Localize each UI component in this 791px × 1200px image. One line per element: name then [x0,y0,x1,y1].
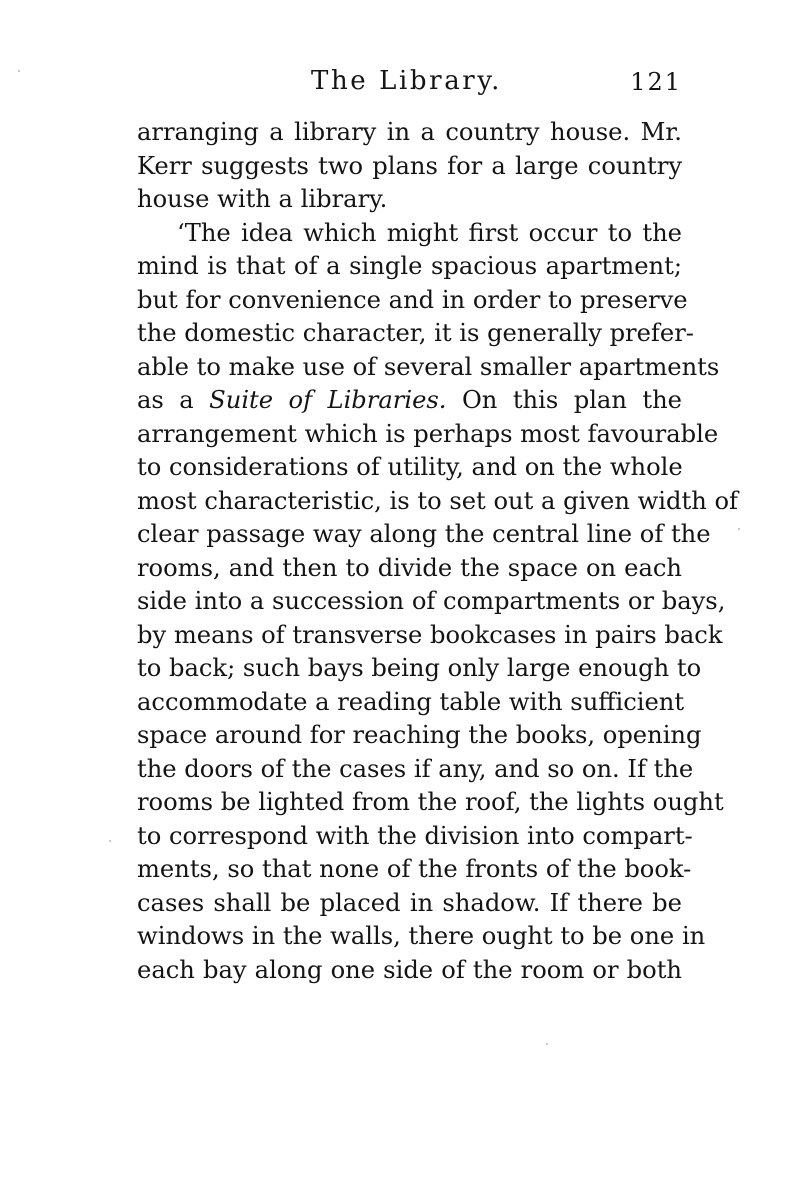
page-number: 121 [630,68,682,96]
text-line: side into a succession of compartments or bays, [137,587,726,615]
text-line: rooms, and then to divide the space on each [137,553,682,582]
text-line: to correspond with the division into compart- [137,821,693,850]
text-segment: as a [137,386,210,414]
text-line: by means of transverse bookcases in pairs back [137,620,723,649]
text-line: each bay along one side of the room or both [137,955,682,984]
text-line: cases shall be placed in shadow. If there be [137,888,682,917]
text-line: Kerr suggests two plans for a large country [137,151,682,180]
body-text [137,116,739,987]
paper-speck [546,1043,548,1045]
text-line: ments, so that none of the fronts of the book- [137,855,692,883]
text-line: able to make use of several smaller apartments [137,352,720,381]
running-header [145,66,682,102]
text-line: rooms be lighted from the roof, the lights ought [137,788,724,816]
text-line: arranging a library in a country house. Mr. [137,118,682,146]
text-line: to considerations of utility, and on the whole [137,453,683,481]
paper-speck [109,840,111,842]
paper-speck [18,70,20,72]
text-line: the domestic character, it is generally prefer- [137,319,694,347]
text-line-mixed [137,384,682,418]
text-line: windows in the walls, there ought to be one in [137,922,706,950]
text-line: to back; such bays being only large enough to [137,654,702,682]
text-line: but for convenience and in order to preserve [137,285,688,314]
text-line: house with a library. [137,185,388,213]
running-title: The Library. [311,66,503,96]
text-line: the doors of the cases if any, and so on. If the [137,754,694,783]
text-line: mind is that of a single spacious apartment; [137,252,682,280]
paper-speck [738,528,740,530]
text-line: clear passage way along the central line of the [137,520,711,548]
text-line: most characteristic, is to set out a given width of [137,486,739,515]
text-line: accommodate a reading table with sufficient [137,687,685,716]
text-segment: On this plan the [446,386,682,414]
text-line: ‘The idea which might first occur to the [177,218,682,247]
italic-title: Suite of Libraries. [209,386,447,414]
text-line: arrangement which is perhaps most favourable [137,419,719,448]
text-line: space around for reaching the books, opening [137,721,702,749]
